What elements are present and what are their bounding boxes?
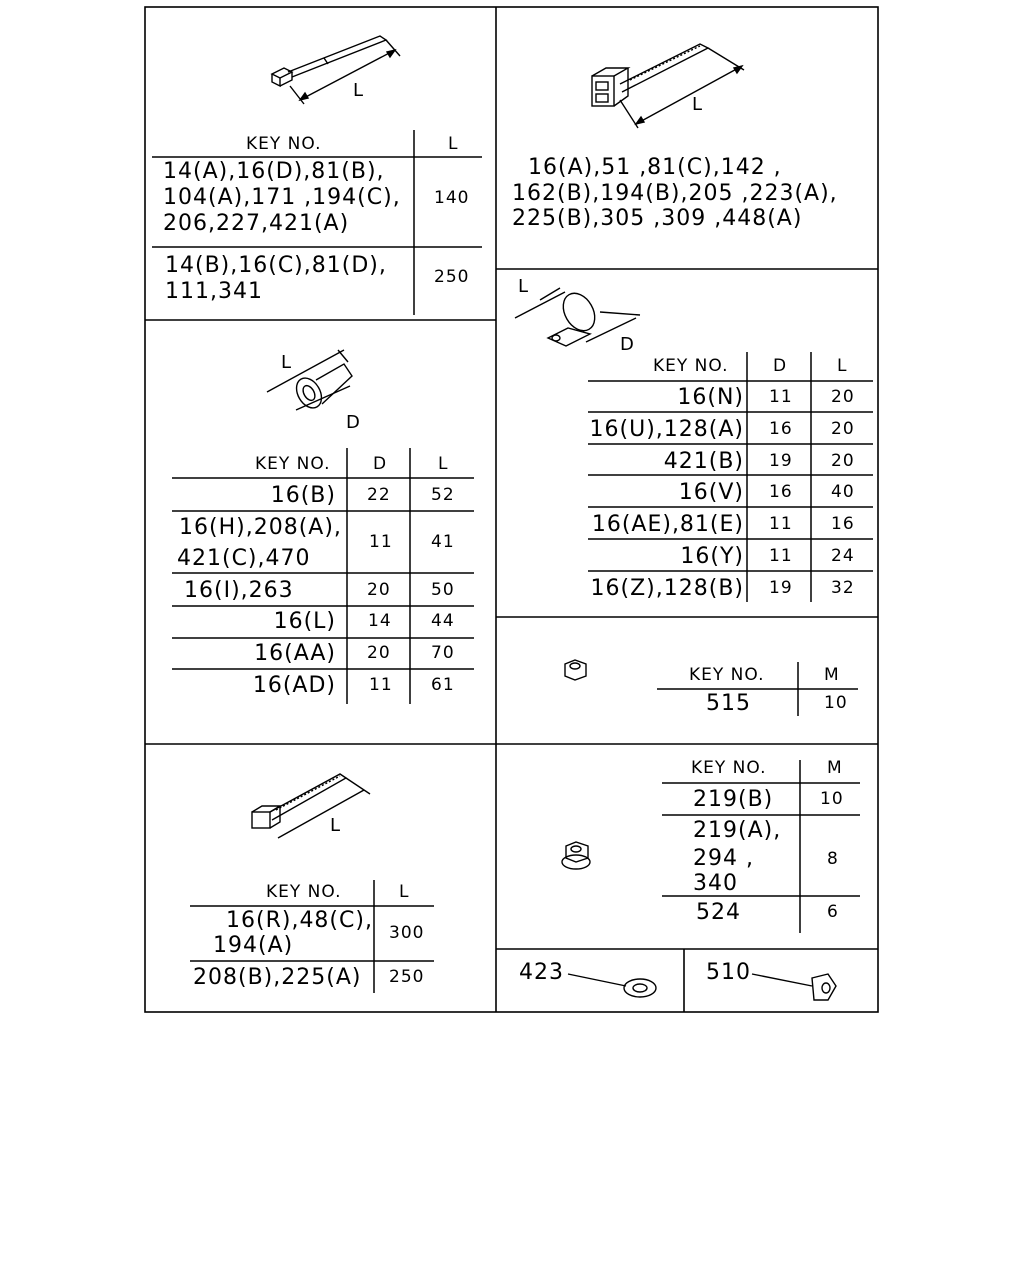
clamp-row5-d: 11 — [769, 514, 793, 534]
flange-nut-row2-line1: 219(A), — [693, 818, 782, 843]
nut-515-header-key: KEY NO. — [689, 665, 765, 685]
cable-tie-300-illustration — [252, 774, 370, 838]
clamp-header-l: L — [837, 356, 848, 376]
tie-300-dim-label: L — [330, 815, 341, 836]
clamp-header-key: KEY NO. — [653, 356, 729, 376]
grommet-row6-l: 61 — [431, 675, 455, 695]
clamp-row5-key: 16(AE),81(E) — [591, 512, 744, 537]
grommet-row1-l: 52 — [431, 485, 455, 505]
clamp-row4-key: 16(V) — [678, 480, 744, 505]
clamp-row3-key: 421(B) — [663, 449, 744, 474]
tie-long-line2: 162(B),194(B),205 ,223(A), — [512, 181, 838, 206]
tie-140-row1-line2: 104(A),171 ,194(C), — [163, 185, 401, 210]
washer-key: 423 — [519, 960, 564, 985]
grommet-dim-d: D — [346, 412, 360, 433]
tie-140-row1-line1: 14(A),16(D),81(B), — [163, 159, 385, 184]
tie-140-header-key: KEY NO. — [246, 134, 322, 154]
flange-nut-row3-m: 6 — [827, 902, 839, 922]
flange-nut-row2-m: 8 — [827, 849, 839, 869]
hex-nut-illustration — [565, 660, 586, 680]
flange-nut-header-m: M — [827, 758, 843, 778]
tie-long-line3: 225(B),305 ,309 ,448(A) — [512, 206, 803, 231]
grommet-illustration — [267, 350, 352, 412]
tie-300-row1-line1: 16(R),48(C), — [226, 908, 373, 933]
tie-300-header-l: L — [399, 882, 410, 902]
grommet-row3-d: 20 — [367, 580, 391, 600]
grommet-row4-key: 16(L) — [273, 609, 336, 634]
grommet-row5-l: 70 — [431, 643, 455, 663]
tie-140-dim-label: L — [353, 80, 364, 101]
clamp-row7-l: 32 — [831, 578, 855, 598]
flange-nut-row2-line2: 294 , — [693, 846, 754, 871]
clamp-row6-key: 16(Y) — [680, 544, 744, 569]
clamp-row7-d: 19 — [769, 578, 793, 598]
clamp-row4-d: 16 — [769, 482, 793, 502]
clamp-row3-d: 19 — [769, 451, 793, 471]
clamp-dim-l: L — [518, 276, 529, 297]
tie-300-row2-key: 208(B),225(A) — [193, 965, 362, 990]
grommet-row5-d: 20 — [367, 643, 391, 663]
clamp-row4-l: 40 — [831, 482, 855, 502]
grommet-row2-d: 11 — [369, 532, 393, 552]
grommet-row4-l: 44 — [431, 611, 455, 631]
clamp-row1-l: 20 — [831, 387, 855, 407]
grommet-row3-l: 50 — [431, 580, 455, 600]
tie-300-row1-l: 300 — [389, 923, 425, 943]
cable-tie-short-illustration — [272, 36, 400, 104]
grommet-row5-key: 16(AA) — [254, 641, 336, 666]
grommet-row3-key: 16(I),263 — [184, 578, 294, 603]
tie-long-dim-label: L — [692, 94, 703, 115]
clamp-row5-l: 16 — [831, 514, 855, 534]
clamp-row2-l: 20 — [831, 419, 855, 439]
tie-140-row2-l: 250 — [434, 267, 470, 287]
tie-300-row2-l: 250 — [389, 967, 425, 987]
grommet-header-l: L — [438, 454, 449, 474]
clamp-dim-d: D — [620, 334, 634, 355]
cable-tie-long-illustration — [592, 44, 744, 128]
clamp-row6-l: 24 — [831, 546, 855, 566]
grommet-row2-line2: 421(C),470 — [177, 546, 311, 571]
tie-140-row2-line1: 14(B),16(C),81(D), — [165, 253, 387, 278]
clamp-row1-key: 16(N) — [677, 385, 744, 410]
clip-illustration — [752, 974, 836, 1000]
nut-515-row1-m: 10 — [824, 693, 848, 713]
clamp-header-d: D — [773, 356, 788, 376]
tie-140-row2-line2: 111,341 — [165, 279, 263, 304]
flange-nut-header-key: KEY NO. — [691, 758, 767, 778]
nut-515-header-m: M — [824, 665, 840, 685]
grommet-row4-d: 14 — [368, 611, 392, 631]
flange-nut-row3-key: 524 — [696, 900, 741, 925]
grommet-row2-l: 41 — [431, 532, 455, 552]
grommet-row1-d: 22 — [367, 485, 391, 505]
clamp-row1-d: 11 — [769, 387, 793, 407]
tie-140-header-l: L — [448, 134, 459, 154]
flange-nut-row1-key: 219(B) — [693, 787, 774, 812]
clamp-row2-d: 16 — [769, 419, 793, 439]
grommet-header-d: D — [373, 454, 388, 474]
clip-key: 510 — [706, 960, 751, 985]
washer-illustration — [568, 974, 656, 997]
grommet-row1-key: 16(B) — [270, 483, 336, 508]
flange-nut-row1-m: 10 — [820, 789, 844, 809]
clamp-row2-key: 16(U),128(A) — [589, 417, 744, 442]
flange-nut-row2-line3: 340 — [693, 871, 738, 896]
tie-300-row1-line2: 194(A) — [213, 933, 294, 958]
tie-140-row1-l: 140 — [434, 188, 470, 208]
grommet-dim-l: L — [281, 352, 292, 373]
clamp-row7-key: 16(Z),128(B) — [590, 576, 744, 601]
tie-300-header-key: KEY NO. — [266, 882, 342, 902]
clamp-row6-d: 11 — [769, 546, 793, 566]
grommet-row2-line1: 16(H),208(A), — [179, 515, 342, 540]
grommet-header-key: KEY NO. — [255, 454, 331, 474]
clamp-row3-l: 20 — [831, 451, 855, 471]
nut-515-row1-key: 515 — [706, 691, 751, 716]
tie-long-line1: 16(A),51 ,81(C),142 , — [528, 155, 782, 180]
tie-140-row1-line3: 206,227,421(A) — [163, 211, 350, 236]
grommet-row6-d: 11 — [369, 675, 393, 695]
flange-nut-illustration — [562, 842, 590, 869]
grommet-row6-key: 16(AD) — [252, 673, 336, 698]
